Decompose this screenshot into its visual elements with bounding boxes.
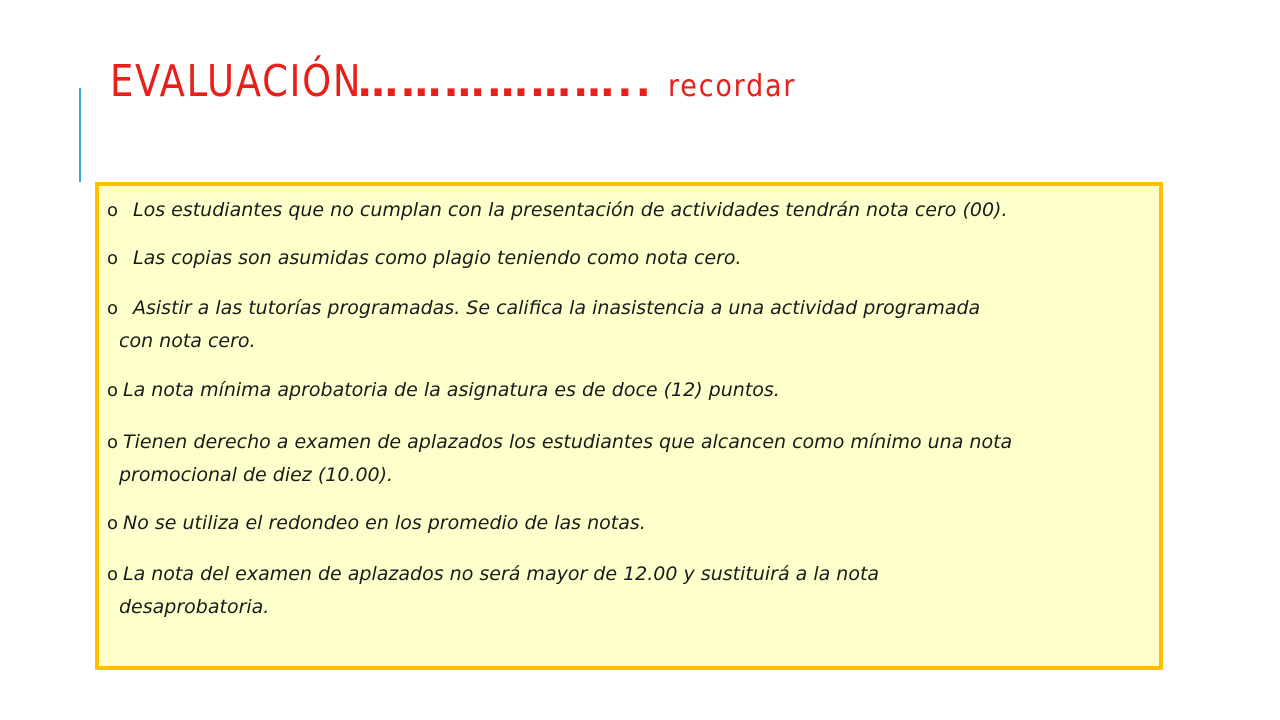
title-dots: ……………….. [358, 60, 654, 106]
rule-text: La nota del examen de aplazados no será mayor de 12.00 y sustituirá a la nota [123, 563, 880, 585]
rule-text-continuation: promocional de diez (10.00). [119, 464, 394, 486]
bullet-icon: o [107, 564, 119, 585]
rule-item [107, 558, 1155, 624]
rule-item [107, 374, 1155, 407]
bullet-icon: o [107, 513, 119, 534]
rules-box [95, 182, 1163, 670]
rule-item [107, 194, 1155, 227]
rule-text: Los estudiantes que no cumplan con la presentación de actividades tendrán nota cero (00). [133, 199, 1008, 221]
rule-item [107, 507, 1155, 540]
title-accent-bar [79, 88, 81, 182]
rule-item [107, 426, 1155, 492]
bullet-icon: o [107, 298, 119, 319]
rule-text-continuation: desaprobatoria. [119, 596, 270, 618]
title-suffix: recordar [668, 69, 797, 104]
bullet-icon: o [107, 380, 119, 401]
slide-title [110, 56, 811, 112]
bullet-icon: o [107, 200, 119, 221]
rule-text: La nota mínima aprobatoria de la asignatura es de doce (12) puntos. [123, 379, 780, 401]
rule-text: No se utiliza el redondeo en los promedio de las notas. [123, 512, 646, 534]
bullet-icon: o [107, 248, 119, 269]
rule-item [107, 242, 1155, 275]
rule-text: Las copias son asumidas como plagio teniendo como nota cero. [133, 247, 742, 269]
rule-text: Asistir a las tutorías programadas. Se califica la inasistencia a una actividad programada [133, 297, 981, 319]
rule-text-continuation: con nota cero. [119, 330, 256, 352]
title-main: EVALUACIÓN [110, 56, 363, 107]
rule-item [107, 292, 1155, 358]
bullet-icon: o [107, 432, 119, 453]
rule-text: Tienen derecho a examen de aplazados los estudiantes que alcancen como mínimo una nota [123, 431, 1013, 453]
